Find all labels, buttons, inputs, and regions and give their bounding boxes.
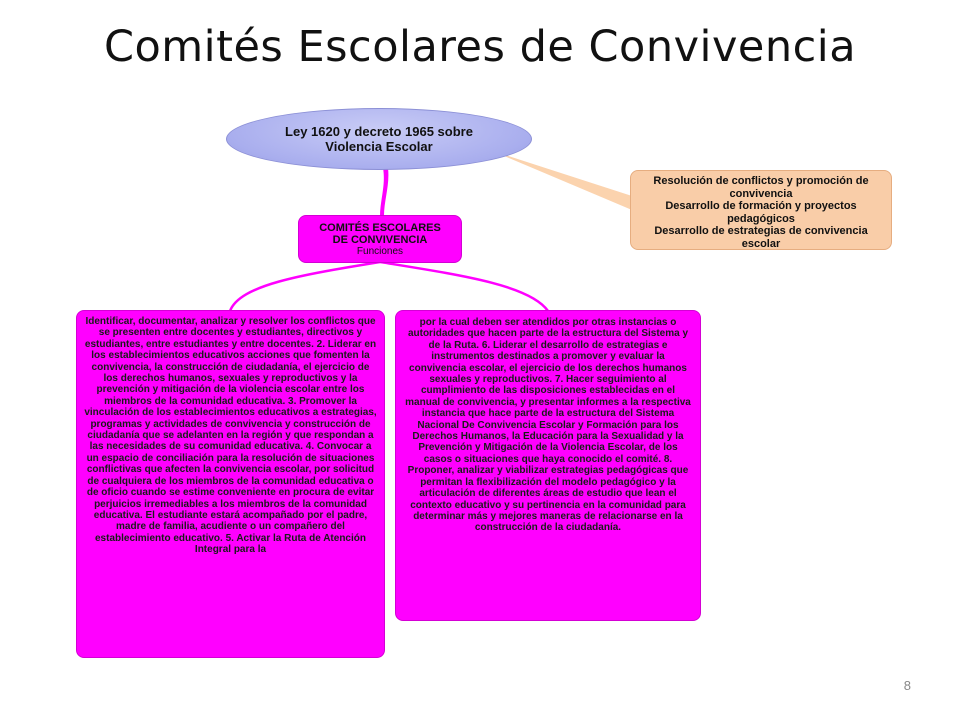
- slide-title: Comités Escolares de Convivencia: [103, 22, 857, 72]
- law-node: [226, 108, 532, 170]
- committee-node-subtitle: Funciones: [356, 246, 404, 257]
- functions-node-line4: pedagógicos: [727, 212, 795, 225]
- committee-node: [298, 215, 462, 263]
- law-node-line2: Violencia Escolar: [325, 139, 433, 154]
- law-to-committee-connector: [380, 168, 388, 216]
- functions-node: [630, 170, 892, 250]
- functions-node-line1: Resolución de conflictos y promoción de: [653, 175, 869, 187]
- committee-node-line1: COMITÉS ESCOLARES: [319, 222, 441, 234]
- committee-to-right-connector: [380, 262, 548, 311]
- functions-list-right: por la cual deben ser atendidos por otras instancias o autoridades que hacen parte de la estructura del Sistema y de la Ruta. 6. Liderar el desarrollo de estrategias e instrumentos destinados a promover y evaluar la convivencia escolar, el ejercicio de los derechos humanos sexuales y reproductivos. 7. Hacer seguimiento al cumplimiento de las disposiciones establecidas en el manual de convivencia, y presentar informes a la respectiva instancia que hace parte de la estructura del Sistema Nacional De Convivencia Escolar y Formación para los Derechos Humanos, la Educación para la Sexualidad y la Prevención y Mitigación de la Violencia Escolar, de los casos o situaciones que haya conocido el comité. 8. Proponer, analizar y viabilizar estrategias pedagógicas que permitan la flexibilización del modelo pedagógico y la articulación de diferentes áreas de estudio que lean el contexto educativo y su pertinencia en la comunidad para determinar más y mejores maneras de relacionarse en la construcción de la ciudadanía.: [395, 310, 701, 621]
- functions-node-line2: convivencia: [729, 187, 793, 200]
- law-node-line1: Ley 1620 y decreto 1965 sobre: [285, 124, 473, 139]
- functions-node-line6: escolar: [741, 237, 781, 250]
- functions-node-line5: Desarrollo de estrategias de convivencia: [654, 225, 868, 237]
- page-number: 8: [903, 678, 911, 693]
- functions-list-left: Identificar, documentar, analizar y resolver los conflictos que se presenten entre docentes y estudiantes, directivos y estudiantes, entre estudiantes y entre docentes. 2. Liderar en los establecimientos educativos acciones que fomenten la convivencia, la construcción de ciudadanía, el ejercicio de los derechos humanos, sexuales y reproductivos y la prevención y mitigación de la violencia escolar entre los miembros de la comunidad educativa. 3. Promover la vinculación de los establecimientos educativos a estrategias, programas y actividades de convivencia y construcción de ciudadanía que se adelanten en la región y que respondan a las necesidades de su comunidad educativa. 4. Convocar a un espacio de conciliación para la resolución de situaciones conflictivas que afecten la convivencia escolar, por solicitud de cualquiera de los miembros de la comunidad educativa o de oficio cuando se estime conveniente en procura de evitar perjuicios irremediables a los miembros de la comunidad educativa. El estudiante estará acompañado por el padre, madre de familia, acudiente o un compañero del establecimiento educativo. 5. Activar la Ruta de Atención Integral para la: [76, 310, 385, 658]
- committee-to-left-connector: [230, 262, 380, 311]
- law-to-functions-connector: [490, 150, 632, 210]
- functions-node-line3: Desarrollo de formación y proyectos: [665, 200, 857, 212]
- committee-node-line2: DE CONVIVENCIA: [332, 234, 428, 246]
